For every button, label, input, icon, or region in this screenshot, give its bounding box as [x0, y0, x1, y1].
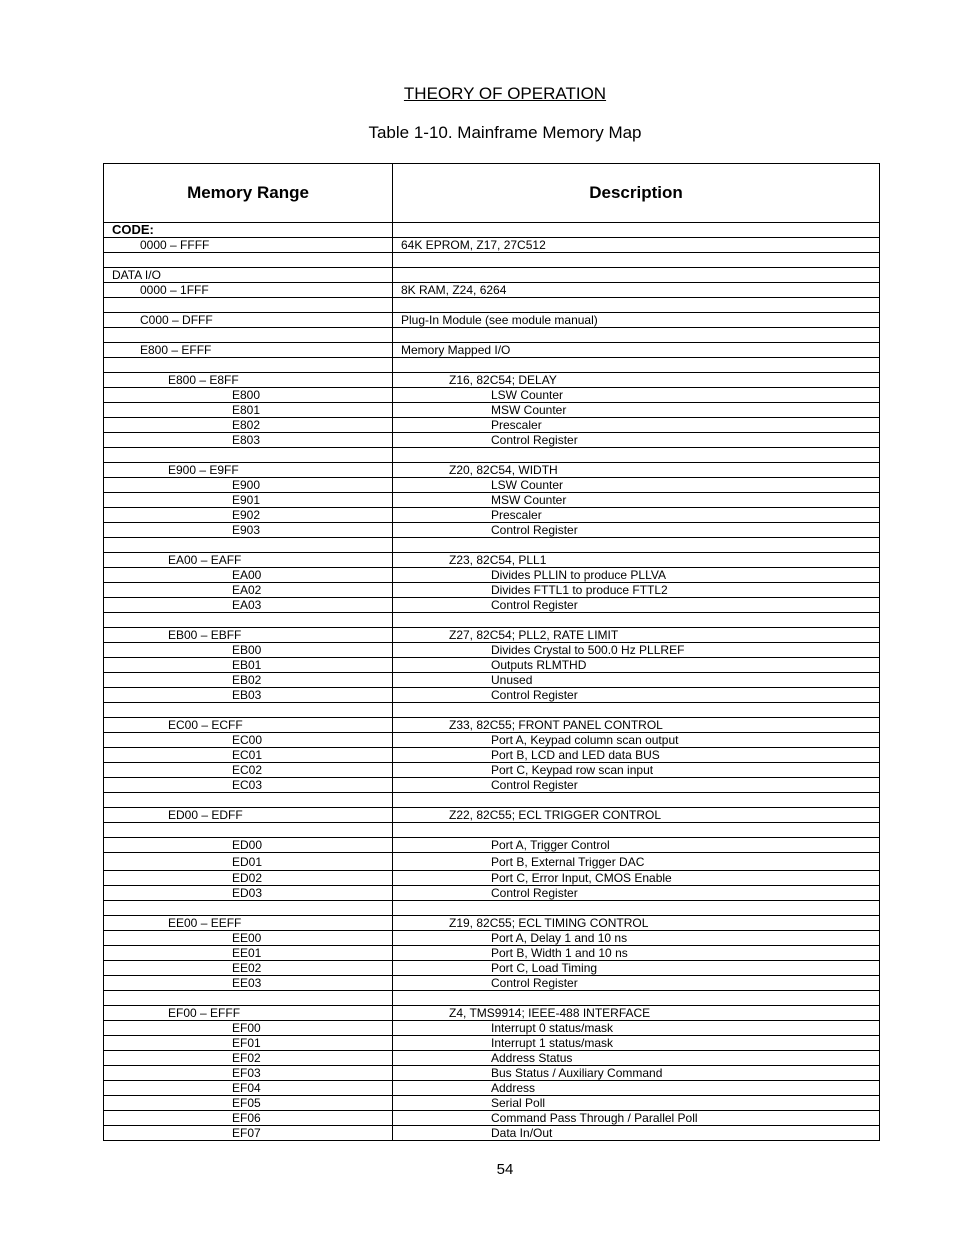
memory-range-cell: EC02: [104, 763, 393, 778]
memory-range-cell: ED02: [104, 871, 393, 886]
table-row: [104, 328, 880, 343]
table-row: [104, 793, 880, 808]
memory-range-cell: EC01: [104, 748, 393, 763]
table-row: [104, 961, 880, 976]
description-cell: Address: [393, 1081, 880, 1096]
description-cell: LSW Counter: [393, 478, 880, 493]
memory-range-cell: ED03: [104, 886, 393, 901]
memory-range-cell: 0000 – FFFF: [104, 238, 393, 253]
description-cell: MSW Counter: [393, 403, 880, 418]
table-row: [104, 613, 880, 628]
description-cell: Port A, Delay 1 and 10 ns: [393, 931, 880, 946]
table-row: [104, 643, 880, 658]
memory-range-cell: EF07: [104, 1126, 393, 1141]
memory-range-cell: 0000 – 1FFF: [104, 283, 393, 298]
table-row: [104, 886, 880, 901]
description-cell: [393, 613, 880, 628]
description-cell: Control Register: [393, 688, 880, 703]
table-row: [104, 1081, 880, 1096]
table-row: [104, 373, 880, 388]
description-cell: Control Register: [393, 523, 880, 538]
memory-range-cell: EE00 – EEFF: [104, 916, 393, 931]
description-cell: Z33, 82C55; FRONT PANEL CONTROL: [393, 718, 880, 733]
memory-range-cell: C000 – DFFF: [104, 313, 393, 328]
description-cell: Command Pass Through / Parallel Poll: [393, 1111, 880, 1126]
page-heading: THEORY OF OPERATION: [403, 84, 607, 103]
memory-range-cell: DATA I/O: [104, 268, 393, 283]
table-row: [104, 553, 880, 568]
table-row: [104, 1111, 880, 1126]
memory-range-cell: ED00: [104, 838, 393, 853]
table-row: [104, 1126, 880, 1141]
memory-range-cell: EF03: [104, 1066, 393, 1081]
description-cell: Z22, 82C55; ECL TRIGGER CONTROL: [393, 808, 880, 823]
description-cell: Z16, 82C54; DELAY: [393, 373, 880, 388]
memory-range-cell: [104, 358, 393, 373]
memory-range-cell: EF06: [104, 1111, 393, 1126]
description-cell: Divides Crystal to 500.0 Hz PLLREF: [393, 643, 880, 658]
description-cell: Z27, 82C54; PLL2, RATE LIMIT: [393, 628, 880, 643]
table-row: [104, 688, 880, 703]
table-row: [104, 463, 880, 478]
memory-range-cell: [104, 538, 393, 553]
memory-range-cell: EF02: [104, 1051, 393, 1066]
table-row: [104, 733, 880, 748]
table-row: [104, 418, 880, 433]
memory-range-cell: EE02: [104, 961, 393, 976]
description-cell: [393, 328, 880, 343]
memory-range-cell: [104, 298, 393, 313]
table-row: [104, 853, 880, 871]
table-row: [104, 946, 880, 961]
description-cell: [393, 358, 880, 373]
memory-range-cell: ED01: [104, 853, 393, 871]
description-cell: Interrupt 1 status/mask: [393, 1036, 880, 1051]
description-cell: 64K EPROM, Z17, 27C512: [393, 238, 880, 253]
table-row: [104, 253, 880, 268]
table-header-row: [104, 164, 880, 223]
description-cell: [393, 253, 880, 268]
description-cell: Memory Mapped I/O: [393, 343, 880, 358]
memory-range-cell: EA00 – EAFF: [104, 553, 393, 568]
memory-range-cell: EC03: [104, 778, 393, 793]
description-cell: [393, 823, 880, 838]
description-cell: Control Register: [393, 778, 880, 793]
memory-range-cell: ED00 – EDFF: [104, 808, 393, 823]
table-row: [104, 598, 880, 613]
description-cell: [393, 703, 880, 718]
memory-range-cell: EA03: [104, 598, 393, 613]
description-cell: Z19, 82C55; ECL TIMING CONTROL: [393, 916, 880, 931]
memory-map-table: [103, 163, 880, 1141]
table-row: [104, 808, 880, 823]
table-row: [104, 901, 880, 916]
table-row: [104, 538, 880, 553]
memory-range-cell: [104, 448, 393, 463]
memory-range-cell: EF01: [104, 1036, 393, 1051]
table-row: [104, 1096, 880, 1111]
table-row: [104, 838, 880, 853]
memory-range-cell: E900 – E9FF: [104, 463, 393, 478]
description-cell: Unused: [393, 673, 880, 688]
table-row: [104, 1066, 880, 1081]
memory-range-cell: EF04: [104, 1081, 393, 1096]
description-cell: Port B, Width 1 and 10 ns: [393, 946, 880, 961]
table-row: [104, 658, 880, 673]
description-cell: Plug-In Module (see module manual): [393, 313, 880, 328]
table-row: [104, 403, 880, 418]
table-row: [104, 748, 880, 763]
table-row: [104, 448, 880, 463]
table-row: [104, 523, 880, 538]
memory-range-cell: EF00: [104, 1021, 393, 1036]
table-row: [104, 823, 880, 838]
table-row: [104, 433, 880, 448]
description-cell: LSW Counter: [393, 388, 880, 403]
memory-range-cell: [104, 793, 393, 808]
table-row: [104, 268, 880, 283]
table-row: [104, 916, 880, 931]
memory-range-cell: E801: [104, 403, 393, 418]
memory-range-cell: [104, 823, 393, 838]
memory-range-cell: EB01: [104, 658, 393, 673]
table-row: [104, 1021, 880, 1036]
description-cell: Control Register: [393, 976, 880, 991]
description-cell: Interrupt 0 status/mask: [393, 1021, 880, 1036]
memory-range-cell: E903: [104, 523, 393, 538]
table-row: [104, 931, 880, 946]
memory-range-cell: E902: [104, 508, 393, 523]
memory-range-cell: [104, 991, 393, 1006]
memory-range-cell: E803: [104, 433, 393, 448]
description-cell: Z23, 82C54, PLL1: [393, 553, 880, 568]
memory-range-cell: E901: [104, 493, 393, 508]
page-number: 54: [496, 1161, 514, 1178]
table-row: [104, 313, 880, 328]
memory-range-cell: E802: [104, 418, 393, 433]
memory-range-cell: EB00 – EBFF: [104, 628, 393, 643]
description-cell: Port C, Keypad row scan input: [393, 763, 880, 778]
table-row: [104, 673, 880, 688]
description-cell: [393, 538, 880, 553]
table-row: [104, 976, 880, 991]
table-row: [104, 1036, 880, 1051]
description-cell: Z20, 82C54, WIDTH: [393, 463, 880, 478]
table-row: [104, 703, 880, 718]
table-row: [104, 991, 880, 1006]
description-cell: [393, 298, 880, 313]
description-cell: Serial Poll: [393, 1096, 880, 1111]
description-cell: Bus Status / Auxiliary Command: [393, 1066, 880, 1081]
description-cell: Port B, LCD and LED data BUS: [393, 748, 880, 763]
description-cell: Port B, External Trigger DAC: [393, 853, 880, 871]
table-row: [104, 583, 880, 598]
description-cell: [393, 793, 880, 808]
description-cell: Port A, Keypad column scan output: [393, 733, 880, 748]
table-caption: Table 1-10. Mainframe Memory Map: [368, 123, 642, 142]
memory-range-cell: E900: [104, 478, 393, 493]
description-cell: Port C, Load Timing: [393, 961, 880, 976]
description-cell: Control Register: [393, 433, 880, 448]
memory-range-cell: [104, 901, 393, 916]
table-row: [104, 1006, 880, 1021]
memory-range-cell: EA02: [104, 583, 393, 598]
table-row: [104, 223, 880, 238]
memory-range-cell: [104, 328, 393, 343]
table-row: [104, 568, 880, 583]
description-cell: Control Register: [393, 598, 880, 613]
description-cell: Prescaler: [393, 508, 880, 523]
description-cell: Outputs RLMTHD: [393, 658, 880, 673]
table-row: [104, 718, 880, 733]
memory-range-cell: EB00: [104, 643, 393, 658]
description-cell: Port A, Trigger Control: [393, 838, 880, 853]
memory-range-cell: E800 – E8FF: [104, 373, 393, 388]
description-cell: Address Status: [393, 1051, 880, 1066]
table-row: [104, 388, 880, 403]
header-memory-range: Memory Range: [104, 164, 393, 223]
table-row: [104, 298, 880, 313]
description-cell: Divides FTTL1 to produce FTTL2: [393, 583, 880, 598]
memory-range-cell: EB03: [104, 688, 393, 703]
description-cell: Data In/Out: [393, 1126, 880, 1141]
table-row: [104, 763, 880, 778]
table-row: [104, 493, 880, 508]
description-cell: Port C, Error Input, CMOS Enable: [393, 871, 880, 886]
table-row: [104, 508, 880, 523]
memory-range-cell: EE01: [104, 946, 393, 961]
memory-range-cell: E800 – EFFF: [104, 343, 393, 358]
table-row: [104, 478, 880, 493]
description-cell: MSW Counter: [393, 493, 880, 508]
table-row: [104, 1051, 880, 1066]
memory-range-cell: [104, 253, 393, 268]
memory-range-cell: EF00 – EFFF: [104, 1006, 393, 1021]
description-cell: [393, 268, 880, 283]
memory-range-cell: [104, 613, 393, 628]
table-row: [104, 283, 880, 298]
table-row: [104, 343, 880, 358]
table-row: [104, 628, 880, 643]
memory-range-cell: EB02: [104, 673, 393, 688]
description-cell: [393, 223, 880, 238]
header-description: Description: [393, 164, 880, 223]
memory-range-cell: EE03: [104, 976, 393, 991]
table-row: [104, 238, 880, 253]
memory-range-cell: E800: [104, 388, 393, 403]
description-cell: Divides PLLIN to produce PLLVA: [393, 568, 880, 583]
description-cell: [393, 448, 880, 463]
memory-range-cell: EE00: [104, 931, 393, 946]
memory-range-cell: [104, 703, 393, 718]
memory-range-cell: EC00: [104, 733, 393, 748]
memory-range-cell: EA00: [104, 568, 393, 583]
description-cell: [393, 991, 880, 1006]
memory-range-cell: EF05: [104, 1096, 393, 1111]
table-row: [104, 358, 880, 373]
table-row: [104, 871, 880, 886]
description-cell: 8K RAM, Z24, 6264: [393, 283, 880, 298]
memory-range-cell: EC00 – ECFF: [104, 718, 393, 733]
description-cell: Z4, TMS9914; IEEE-488 INTERFACE: [393, 1006, 880, 1021]
description-cell: Prescaler: [393, 418, 880, 433]
description-cell: [393, 901, 880, 916]
description-cell: Control Register: [393, 886, 880, 901]
memory-range-cell: CODE:: [104, 223, 393, 238]
table-row: [104, 778, 880, 793]
